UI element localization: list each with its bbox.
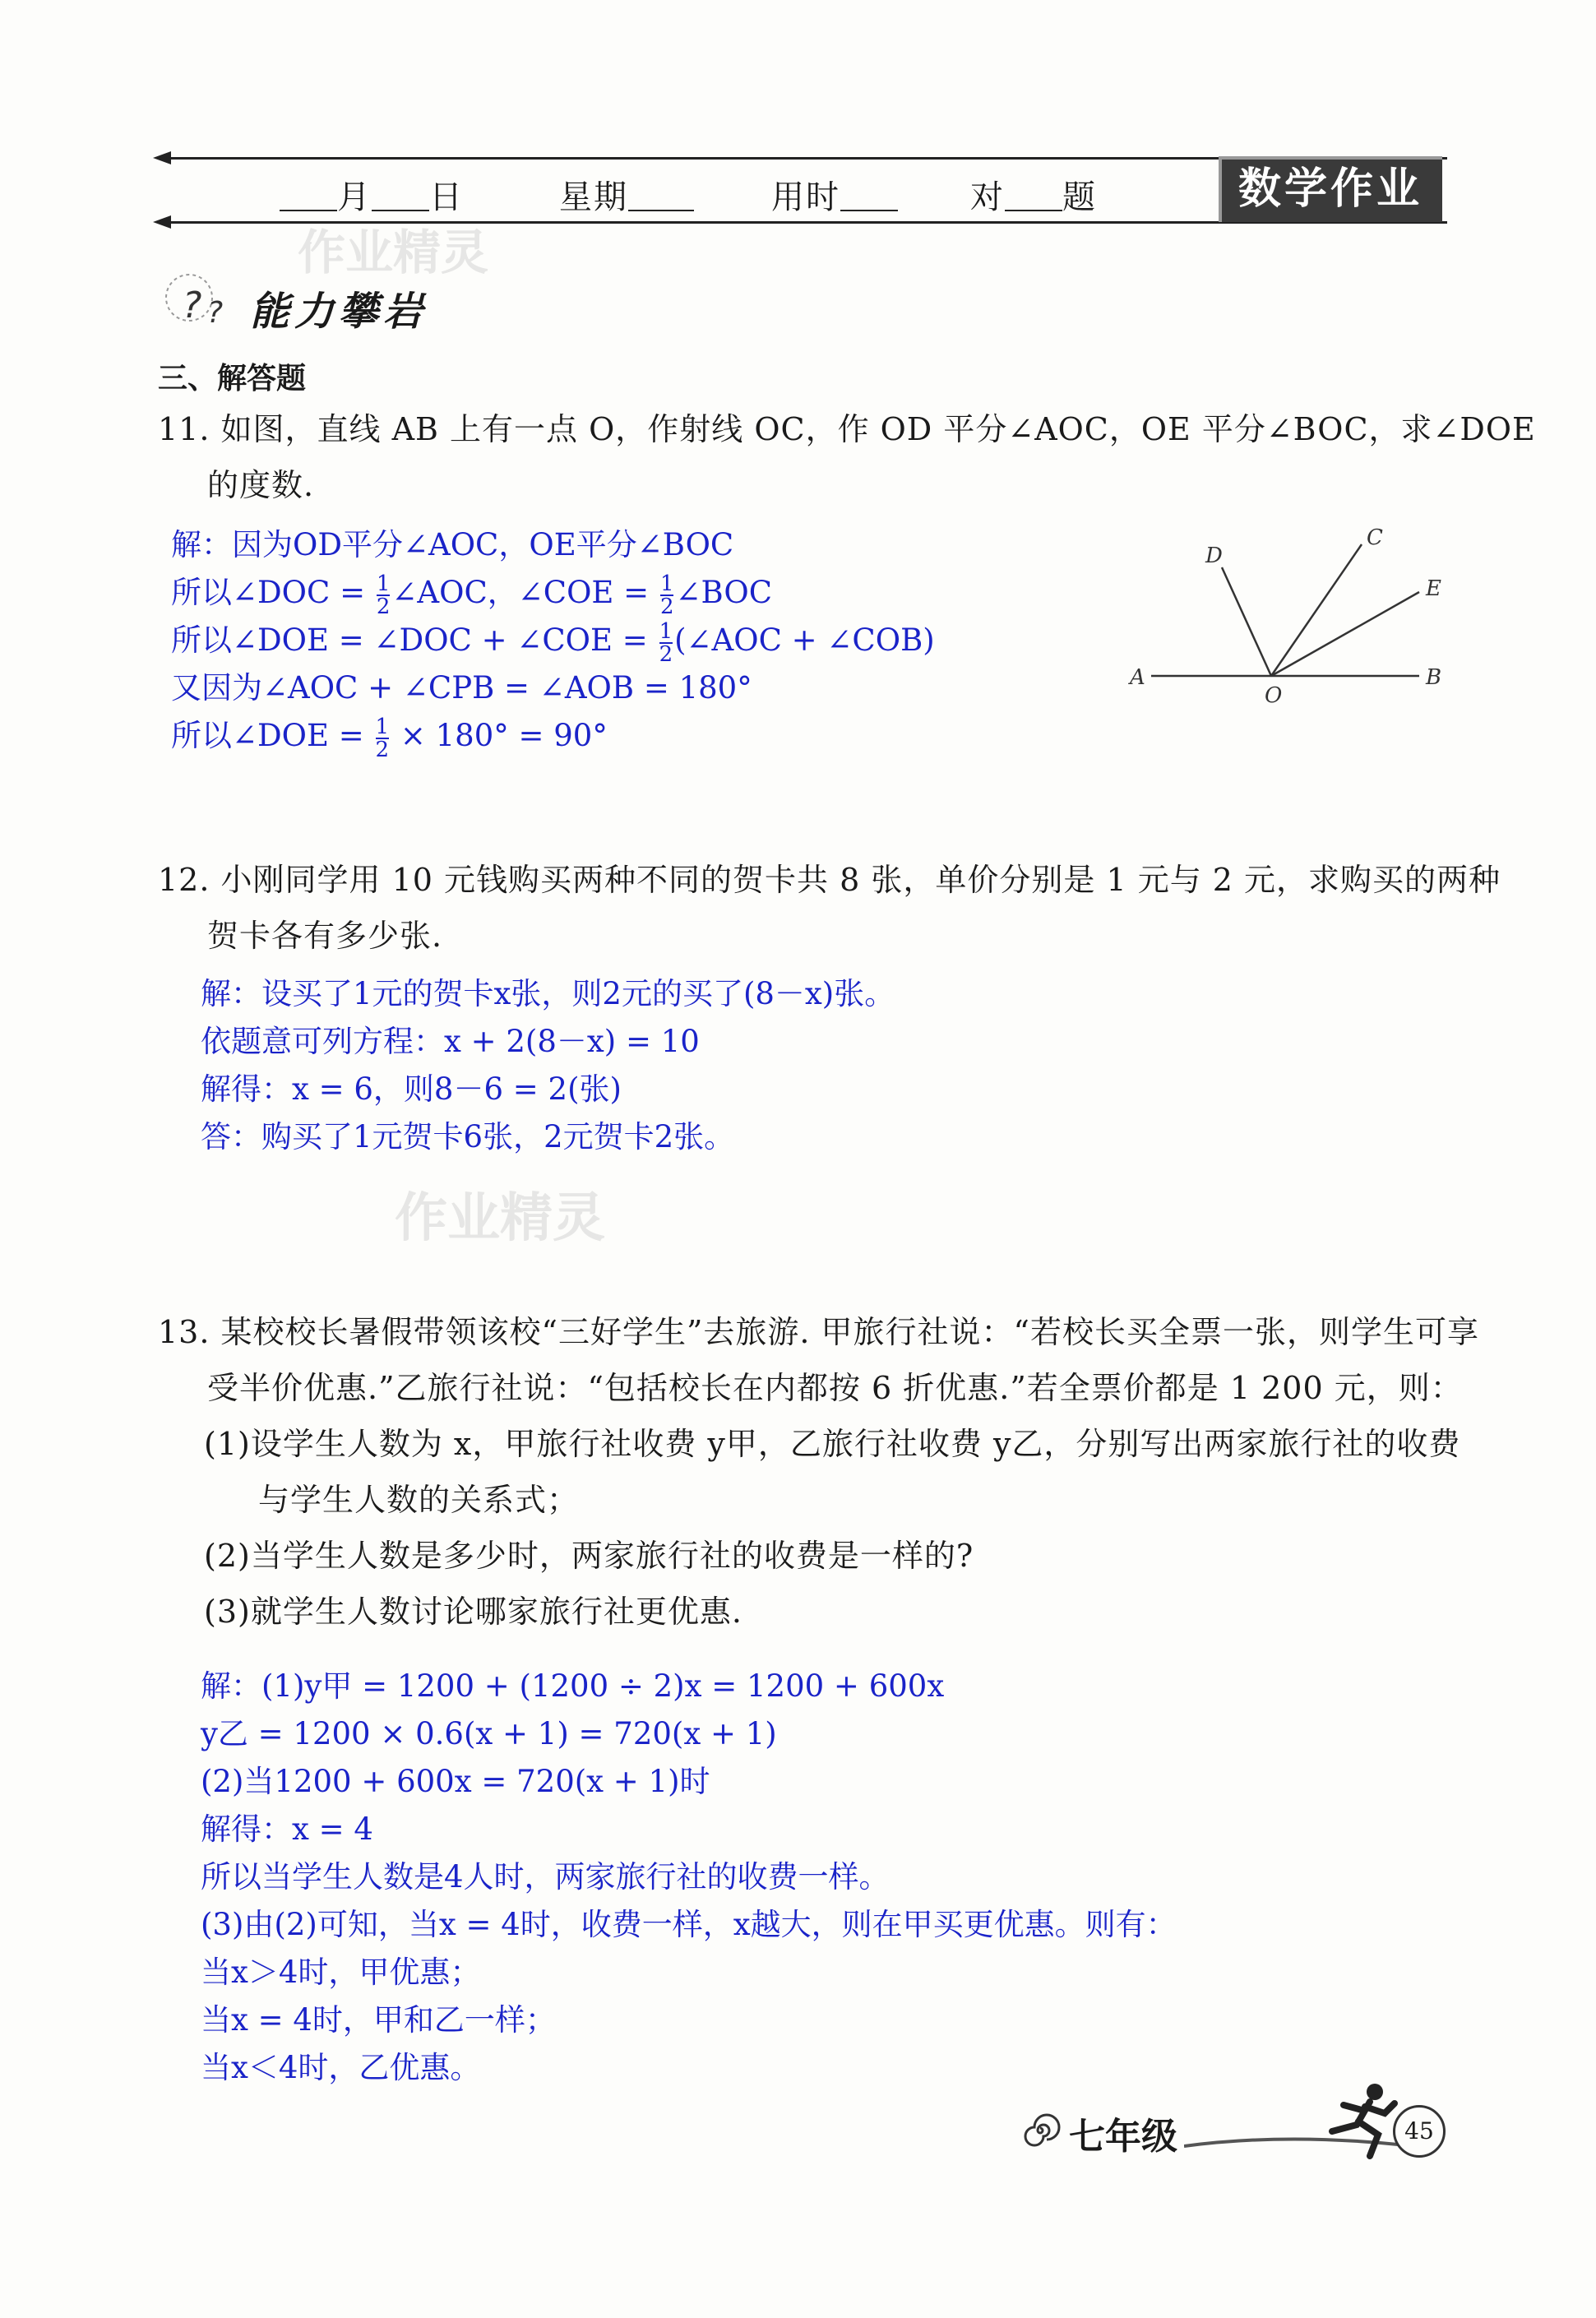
header-time: 用时 bbox=[771, 171, 898, 218]
label-b: B bbox=[1426, 665, 1442, 690]
q13-answer-line4: 解得：x = 4 bbox=[201, 1811, 373, 1847]
q12-answer-line3: 解得：x = 6，则8－6 = 2(张) bbox=[201, 1071, 622, 1107]
header-weekday: 星期 bbox=[559, 171, 694, 218]
q11-text-line2: 的度数. bbox=[207, 467, 315, 503]
q11-answer-line4: 又因为∠AOC + ∠CPB = ∠AOB = 180° bbox=[171, 670, 752, 706]
spiral-icon bbox=[1020, 2110, 1061, 2151]
fraction-half: $\frac{1}{2}$ bbox=[659, 571, 674, 619]
q11-answer-line5: 所以∠DOE = $\frac{1}{2}$ × 180° = 90° bbox=[171, 714, 608, 762]
header-score: 对 题 bbox=[970, 178, 1097, 216]
q13-text-line3: (1)设学生人数为 x，甲旅行社收费 y甲，乙旅行社收费 y乙，分别写出两家旅行社的收费 bbox=[204, 1426, 1461, 1462]
q11-answer bbox=[171, 521, 935, 760]
q12-answer-line4: 答：购买了1元贺卡6张，2元贺卡2张。 bbox=[201, 1119, 735, 1154]
ray-oc bbox=[1271, 544, 1362, 676]
ray-od bbox=[1222, 567, 1271, 676]
label-c: C bbox=[1367, 526, 1383, 550]
q13-answer-line5: 所以当学生人数是4人时，两家旅行社的收费一样。 bbox=[201, 1859, 890, 1895]
header-date: 月 日 bbox=[280, 171, 464, 218]
q13-answer-line3: (2)当1200 + 600x = 720(x + 1)时 bbox=[201, 1764, 710, 1799]
section-subhead: 三、解答题 bbox=[158, 362, 307, 396]
label-d: D bbox=[1205, 544, 1223, 568]
q11-text-line1: 11. 如图，直线 AB 上有一点 O，作射线 OC，作 OD 平分∠AOC，OE 平分∠BOC，求∠DOE bbox=[158, 411, 1536, 447]
q13-answer-line6: (3)由(2)可知，当x = 4时，收费一样，x越大，则在甲买更优惠。则有： bbox=[201, 1907, 1177, 1942]
page-number: 45 bbox=[1393, 2105, 1446, 2158]
q13-answer-line9: 当x＜4时，乙优惠。 bbox=[201, 2050, 481, 2085]
q13-answer-line1: 解：(1)y甲 = 1200 + (1200 ÷ 2)x = 1200 + 600x bbox=[201, 1668, 945, 1704]
grade-label: 七年级 bbox=[1069, 2116, 1177, 2158]
ray-oe bbox=[1271, 592, 1419, 676]
q13-text-line1: 13. 某校校长暑假带领该校“三好学生”去旅游. 甲旅行社说：“若校长买全票一张，则学生可享 bbox=[158, 1314, 1479, 1350]
q13-text-line4: 与学生人数的关系式； bbox=[258, 1482, 580, 1518]
fraction-half: $\frac{1}{2}$ bbox=[659, 618, 673, 667]
svg-text:?: ? bbox=[207, 296, 224, 330]
fraction-half: $\frac{1}{2}$ bbox=[376, 571, 391, 619]
section-title: 能力攀岩 bbox=[250, 289, 428, 335]
question-mark-icon bbox=[164, 263, 243, 332]
label-a: A bbox=[1130, 665, 1145, 690]
q13-text-line5: (2)当学生人数是多少时，两家旅行社的收费是一样的? bbox=[204, 1538, 974, 1574]
q13-answer-line7: 当x＞4时，甲优惠； bbox=[201, 1955, 481, 1990]
label-o: O bbox=[1265, 683, 1283, 707]
q13-text-line2: 受半价优惠.”乙旅行社说：“包括校长在内都按 6 折优惠.”若全票价都是 1 200 元，则： bbox=[207, 1370, 1463, 1406]
q13-answer bbox=[201, 1663, 1177, 2092]
q11-angle-figure bbox=[1126, 526, 1472, 707]
q12-text-line2: 贺卡各有多少张. bbox=[207, 918, 443, 954]
svg-text:?: ? bbox=[183, 285, 202, 326]
q11-answer-line1: 解：因为OD平分∠AOC，OE平分∠BOC bbox=[171, 527, 734, 562]
brand-label: 数学作业 bbox=[1219, 156, 1442, 222]
q12-answer-line2: 依题意可列方程：x + 2(8－x) = 10 bbox=[201, 1024, 700, 1059]
q13-answer-line2: y乙 = 1200 × 0.6(x + 1) = 720(x + 1) bbox=[201, 1716, 777, 1751]
q11-answer-line3: 所以∠DOE = ∠DOC + ∠COE = $\frac{1}{2}$ (∠AOC + ∠COB) bbox=[171, 618, 935, 667]
runner-icon bbox=[1316, 2080, 1406, 2163]
q12-answer bbox=[201, 970, 895, 1161]
watermark-top: 作业精灵 bbox=[298, 224, 489, 280]
q13-text-line6: (3)就学生人数讨论哪家旅行社更优惠. bbox=[204, 1594, 742, 1630]
fraction-half: $\frac{1}{2}$ bbox=[375, 714, 390, 762]
watermark-middle: 作业精灵 bbox=[395, 1188, 605, 1249]
label-e: E bbox=[1426, 576, 1441, 601]
q11-answer-line2: 所以∠DOC = $\frac{1}{2}$ ∠AOC，∠COE = $\frac{1}{2}$ ∠BOC bbox=[171, 571, 773, 619]
q12-text-line1: 12. 小刚同学用 10 元钱购买两种不同的贺卡共 8 张，单价分别是 1 元与 2 元，求购买的两种 bbox=[158, 862, 1501, 898]
q13-answer-line8: 当x = 4时，甲和乙一样； bbox=[201, 2002, 556, 2038]
q12-answer-line1: 解：设买了1元的贺卡x张，则2元的买了(8－x)张。 bbox=[201, 976, 895, 1011]
